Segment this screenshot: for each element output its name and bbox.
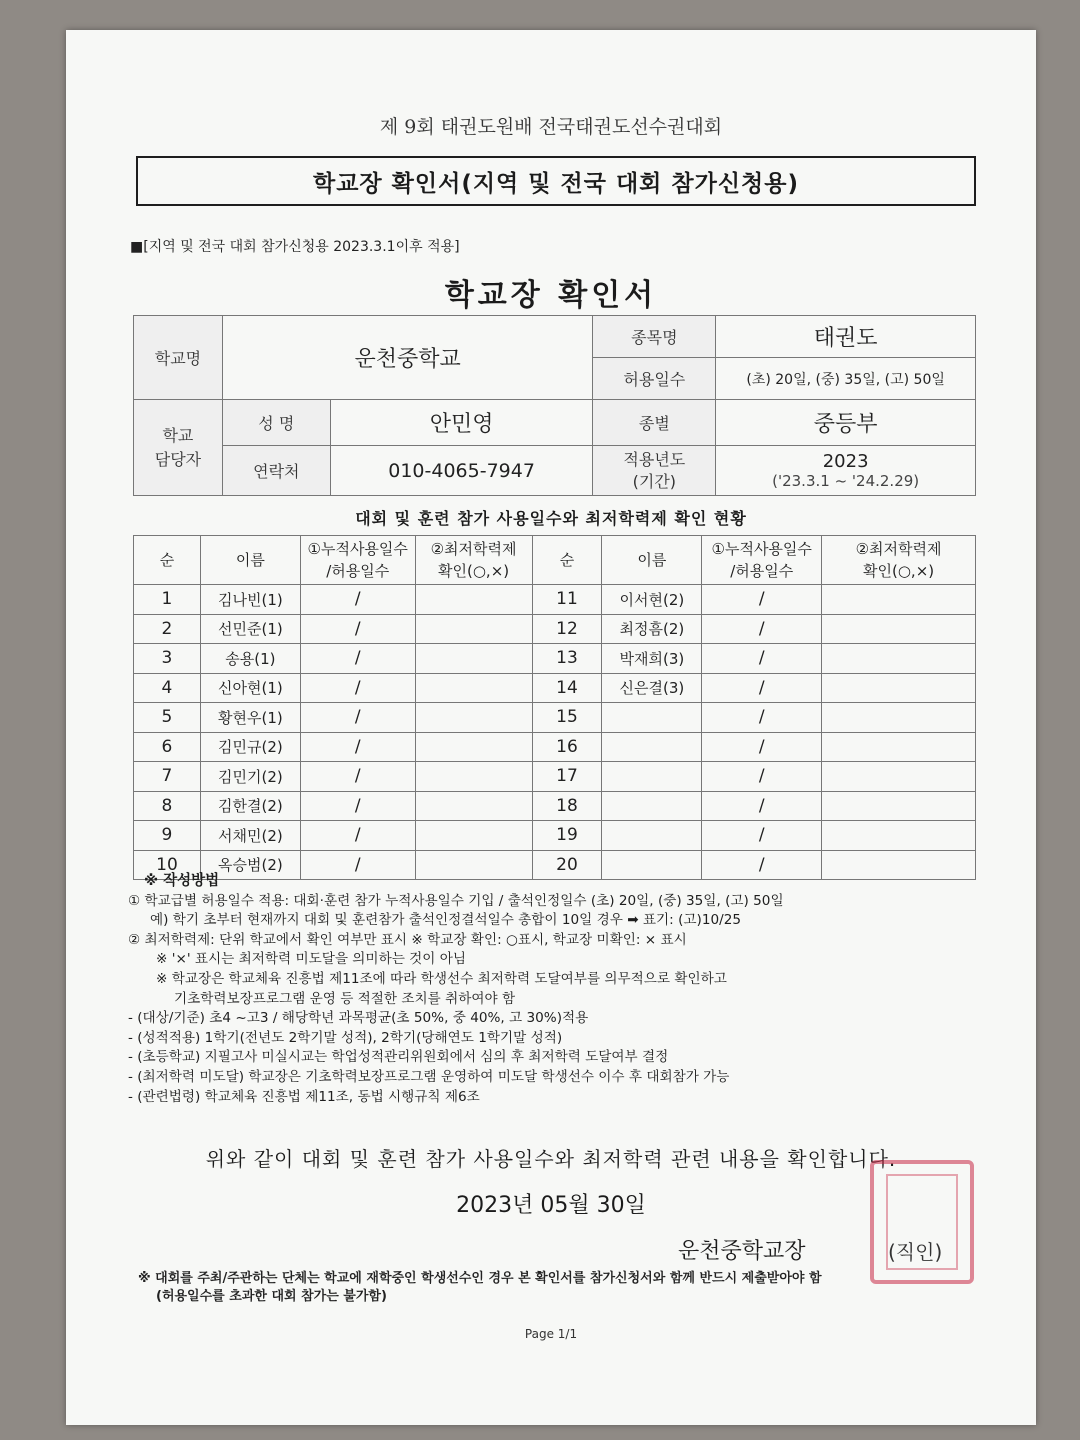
row-number: 17 xyxy=(532,762,602,792)
school-info-table xyxy=(133,315,976,496)
header-no: 순 xyxy=(134,536,201,585)
athlete-name xyxy=(602,762,702,792)
method-line: - (관련법령) 학교체육 진흥법 제11조, 동법 시행규칙 제6조 xyxy=(128,1088,480,1105)
header-name: 이름 xyxy=(200,536,300,585)
row-number: 4 xyxy=(134,673,201,703)
contact-label: 연락처 xyxy=(222,446,330,496)
row-number: 18 xyxy=(532,791,602,821)
roster-header-row xyxy=(134,536,976,585)
min-academic-cell xyxy=(415,585,532,615)
row-number: 9 xyxy=(134,821,201,851)
min-academic-cell xyxy=(822,821,976,851)
used-days-cell: / xyxy=(300,732,415,762)
manager-name-value: 안민영 xyxy=(330,400,593,446)
allowed-days-value: (초) 20일, (중) 35일, (고) 50일 xyxy=(716,358,976,400)
min-academic-cell xyxy=(822,585,976,615)
used-days-cell: / xyxy=(300,762,415,792)
used-days-cell: / xyxy=(702,703,822,733)
header-days: ①누적사용일수 /허용일수 xyxy=(300,536,415,585)
row-number: 15 xyxy=(532,703,602,733)
issue-date: 2023년 05월 30일 xyxy=(456,1193,646,1218)
used-days-cell: / xyxy=(300,644,415,674)
used-days-cell: / xyxy=(300,673,415,703)
year-value: 2023 xyxy=(822,451,869,472)
row-number: 11 xyxy=(532,585,602,615)
main-title: 학교장 확인서 xyxy=(444,278,658,313)
method-line: ① 학교급별 허용일수 적용: 대회·훈련 참가 누적사용일수 기입 / 출석인정일수 (초) 20일, (중) 35일, (고) 50일 xyxy=(128,892,784,909)
used-days-cell: / xyxy=(300,585,415,615)
school-name-label: 학교명 xyxy=(134,316,223,400)
manager-name-label: 성 명 xyxy=(222,400,330,446)
row-number: 12 xyxy=(532,614,602,644)
athlete-name: 송용(1) xyxy=(200,644,300,674)
method-line: ※ '×' 표시는 최저학력 미도달을 의미하는 것이 아님 xyxy=(156,951,466,968)
used-days-cell: / xyxy=(300,791,415,821)
table-row xyxy=(134,732,976,762)
used-days-cell: / xyxy=(702,644,822,674)
category-value: 중등부 xyxy=(716,400,976,446)
footnote-line-1: ※ 대회를 주최/주관하는 단체는 학교에 재학중인 학생선수인 경우 본 확인서를 참가신청서와 함께 반드시 제출받아야 함 xyxy=(138,1271,822,1286)
athlete-roster-table xyxy=(133,535,976,880)
row-number: 1 xyxy=(134,585,201,615)
min-academic-cell xyxy=(415,703,532,733)
year-cell xyxy=(716,446,976,496)
header-min-academic: ②최저학력제 확인(○,×) xyxy=(415,536,532,585)
row-number: 2 xyxy=(134,614,201,644)
used-days-cell: / xyxy=(702,850,822,880)
table-row xyxy=(134,673,976,703)
document-title-box xyxy=(136,156,976,206)
athlete-name xyxy=(602,821,702,851)
category-label: 종별 xyxy=(593,400,716,446)
header-days: ①누적사용일수 /허용일수 xyxy=(702,536,822,585)
min-academic-cell xyxy=(822,791,976,821)
used-days-cell: / xyxy=(300,821,415,851)
row-number: 7 xyxy=(134,762,201,792)
row-number: 20 xyxy=(532,850,602,880)
min-academic-cell xyxy=(822,703,976,733)
athlete-name: 이서현(2) xyxy=(602,585,702,615)
used-days-cell: / xyxy=(702,732,822,762)
athlete-name: 신은결(3) xyxy=(602,673,702,703)
min-academic-cell xyxy=(415,821,532,851)
row-number: 10 xyxy=(134,850,201,880)
athlete-name: 신아현(1) xyxy=(200,673,300,703)
method-heading: ※ 작성방법 xyxy=(144,873,220,889)
table-row xyxy=(134,585,976,615)
used-days-cell: / xyxy=(300,850,415,880)
min-academic-cell xyxy=(822,673,976,703)
method-line: ② 최저학력제: 단위 학교에서 확인 여부만 표시 ※ 학교장 확인: ○표시, 학교장 미확인: × 표시 xyxy=(128,931,687,948)
page-number: Page 1/1 xyxy=(524,1327,578,1341)
used-days-cell: / xyxy=(702,821,822,851)
document-title: 학교장 확인서(지역 및 전국 대회 참가신청용) xyxy=(313,170,799,197)
footnote-line-2: (허용일수를 초과한 대회 참가는 불가함) xyxy=(156,1289,387,1304)
used-days-cell: / xyxy=(300,614,415,644)
min-academic-cell xyxy=(415,732,532,762)
section-title: 대회 및 훈련 참가 사용일수와 최저학력제 확인 현황 xyxy=(355,509,747,528)
min-academic-cell xyxy=(415,614,532,644)
method-line: ※ 학교장은 학교체육 진흥법 제11조에 따라 학생선수 최저학력 도달여부를 의무적으로 확인하고 xyxy=(156,970,727,987)
writing-method xyxy=(128,872,1018,1107)
min-academic-cell xyxy=(822,644,976,674)
athlete-name xyxy=(602,703,702,733)
document-page xyxy=(66,30,1036,1425)
form-version-note: ■[지역 및 전국 대회 참가신청용 2023.3.1이후 적용] xyxy=(130,239,460,255)
row-number: 14 xyxy=(532,673,602,703)
method-line: - (최저학력 미도달) 학교장은 기초학력보장프로그램 운영하여 미도달 학생선수 이수 후 대회참가 가능 xyxy=(128,1068,730,1085)
event-title: 제 9회 태권도원배 전국태권도선수권대회 xyxy=(379,116,723,138)
table-row xyxy=(134,644,976,674)
min-academic-cell xyxy=(822,614,976,644)
table-row xyxy=(134,614,976,644)
row-number: 19 xyxy=(532,821,602,851)
table-row xyxy=(134,703,976,733)
row-number: 5 xyxy=(134,703,201,733)
athlete-name: 박재희(3) xyxy=(602,644,702,674)
used-days-cell: / xyxy=(702,614,822,644)
used-days-cell: / xyxy=(702,585,822,615)
athlete-name xyxy=(602,791,702,821)
method-line: 예) 학기 초부터 현재까지 대회 및 훈련참가 출석인정결석일수 총합이 10일 경우 ➡ 표기: (고)10/25 xyxy=(150,912,741,929)
used-days-cell: / xyxy=(300,703,415,733)
method-line: - (대상/기준) 초4 ~고3 / 해당학년 과목평균(초 50%, 중 40%, 고 30%)적용 xyxy=(128,1010,589,1027)
min-academic-cell xyxy=(415,673,532,703)
method-line: - (초등학교) 지필고사 미실시교는 학업성적관리위원회에서 심의 후 최저학력 도달여부 결정 xyxy=(128,1049,669,1066)
athlete-name: 옥승범(2) xyxy=(200,850,300,880)
athlete-name: 황현우(1) xyxy=(200,703,300,733)
table-row xyxy=(134,762,976,792)
header-min-academic: ②최저학력제 확인(○,×) xyxy=(822,536,976,585)
athlete-name xyxy=(602,732,702,762)
row-number: 6 xyxy=(134,732,201,762)
used-days-cell: / xyxy=(702,791,822,821)
table-row xyxy=(134,821,976,851)
used-days-cell: / xyxy=(702,762,822,792)
table-row xyxy=(134,791,976,821)
allowed-days-label: 허용일수 xyxy=(593,358,716,400)
header-no: 순 xyxy=(532,536,602,585)
row-number: 8 xyxy=(134,791,201,821)
principal-title: 운천중학교장 xyxy=(678,1239,806,1264)
official-seal-stamp xyxy=(870,1160,974,1284)
sport-value: 태권도 xyxy=(716,316,976,358)
used-days-cell: / xyxy=(702,673,822,703)
row-number: 16 xyxy=(532,732,602,762)
row-number: 3 xyxy=(134,644,201,674)
school-name-value: 운천중학교 xyxy=(222,316,593,400)
athlete-name: 선민준(1) xyxy=(200,614,300,644)
year-label: 적용년도 (기간) xyxy=(593,446,716,496)
athlete-name: 김한결(2) xyxy=(200,791,300,821)
manager-label: 학교 담당자 xyxy=(134,400,223,496)
contact-value: 010-4065-7947 xyxy=(330,446,593,496)
athlete-name: 김민규(2) xyxy=(200,732,300,762)
period-value: ('23.3.1 ~ '24.2.29) xyxy=(772,472,920,490)
athlete-name: 서채민(2) xyxy=(200,821,300,851)
athlete-name: 김나빈(1) xyxy=(200,585,300,615)
method-line: - (성적적용) 1학기(전년도 2학기말 성적), 2학기(당해연도 1학기말 성적) xyxy=(128,1029,563,1046)
athlete-name: 최정흠(2) xyxy=(602,614,702,644)
min-academic-cell xyxy=(822,732,976,762)
min-academic-cell xyxy=(415,791,532,821)
method-line: 기초학력보장프로그램 운영 등 적절한 조치를 취하여야 함 xyxy=(174,990,516,1007)
sport-label: 종목명 xyxy=(593,316,716,358)
min-academic-cell xyxy=(415,644,532,674)
min-academic-cell xyxy=(415,762,532,792)
athlete-name: 김민기(2) xyxy=(200,762,300,792)
header-name: 이름 xyxy=(602,536,702,585)
row-number: 13 xyxy=(532,644,602,674)
confirmation-statement: 위와 같이 대회 및 훈련 참가 사용일수와 최저학력 관련 내용을 확인합니다. xyxy=(205,1147,897,1171)
footnote xyxy=(138,1270,1018,1306)
seal-label: (직인) xyxy=(888,1240,943,1264)
min-academic-cell xyxy=(822,762,976,792)
